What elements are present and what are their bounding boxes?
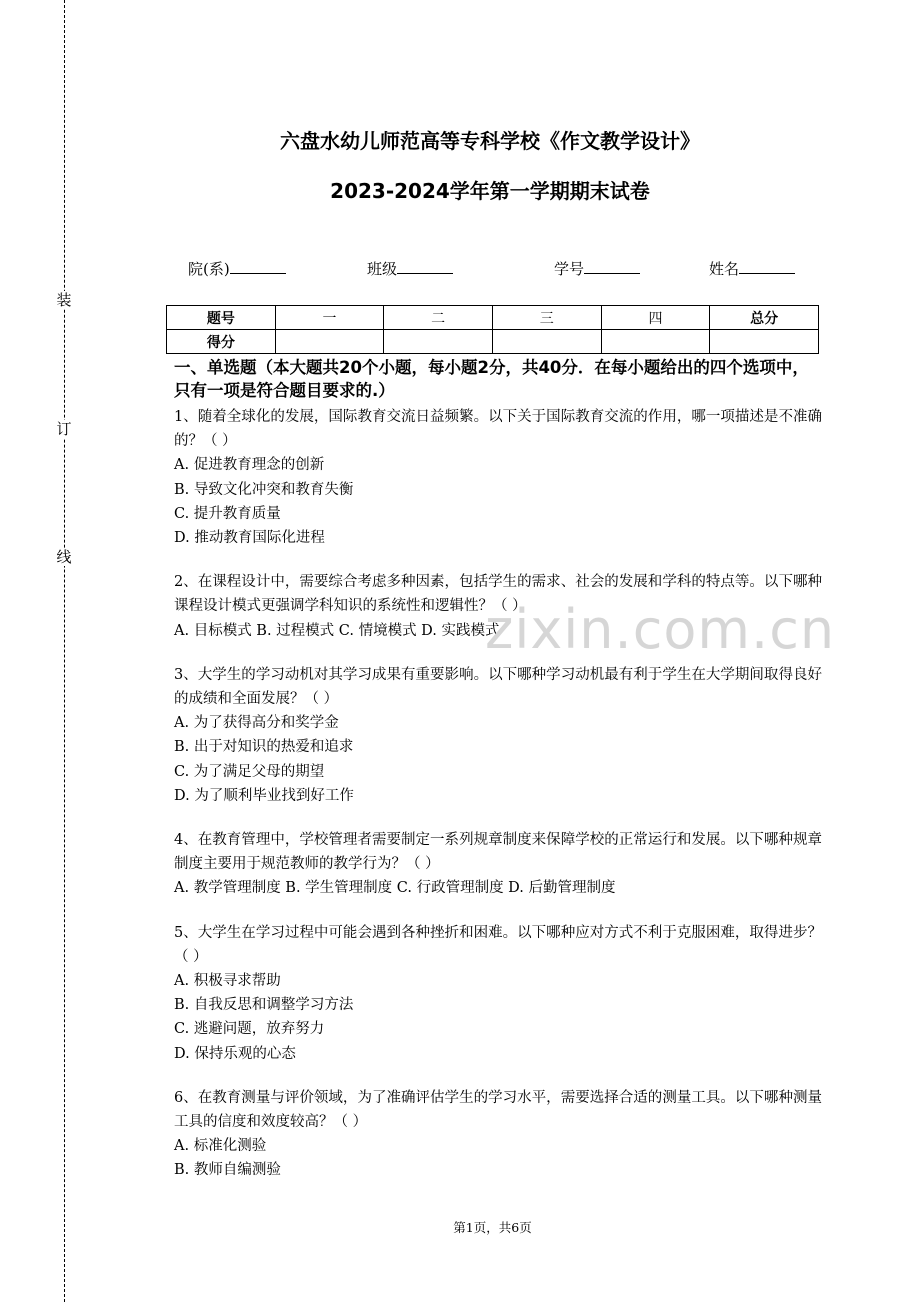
option: C. 为了满足父母的期望	[174, 763, 325, 780]
col-2: 二	[384, 306, 493, 330]
score-table	[166, 305, 819, 354]
score-cell	[601, 330, 710, 354]
section-heading: 一、单选题（本大题共20个小题，每小题2分，共40分．在每小题给出的四个选项中，只有一项是符合题目要求的.）	[174, 358, 809, 400]
option: A. 标准化测验	[174, 1138, 267, 1155]
option: A. 为了获得高分和奖学金	[174, 715, 339, 732]
option: B. 教师自编测验	[174, 1162, 281, 1179]
student-id-field: 学号	[554, 258, 640, 279]
col-1: 一	[275, 306, 384, 330]
option: A. 促进教育理念的创新	[174, 457, 325, 474]
score-cell	[710, 330, 819, 354]
option: A. 教学管理制度 B. 学生管理制度 C. 行政管理制度 D. 后勤管理制度	[174, 880, 616, 897]
question-3	[174, 663, 822, 808]
score-table-score-row	[167, 330, 819, 354]
question-text: 1、随着全球化的发展，国际教育交流日益频繁。以下关于国际教育交流的作用，哪一项描述是不准确的？（ ）	[174, 409, 822, 450]
option: B. 自我反思和调整学习方法	[174, 997, 354, 1014]
question-6	[174, 1086, 822, 1183]
question-text: 4、在教育管理中，学校管理者需要制定一系列规章制度来保障学校的正常运行和发展。以下哪种规章制度主要用于规范教师的教学行为？（ ）	[174, 832, 822, 873]
option: B. 导致文化冲突和教育失衡	[174, 481, 354, 498]
binding-char-zhuang: 装	[56, 291, 72, 309]
option: D. 保持乐观的心态	[174, 1045, 296, 1062]
exam-content	[174, 356, 822, 1203]
name-field: 姓名	[709, 258, 795, 279]
exam-title: 六盘水幼儿师范高等专科学校《作文教学设计》	[280, 129, 700, 153]
option: C. 逃避问题，放弃努力	[174, 1021, 325, 1038]
option: C. 提升教育质量	[174, 505, 281, 522]
option: D. 推动教育国际化进程	[174, 530, 325, 547]
score-label: 得分	[167, 330, 276, 354]
col-4: 四	[601, 306, 710, 330]
option: D. 为了顺利毕业找到好工作	[174, 787, 354, 804]
binding-char-ding: 订	[56, 420, 72, 438]
option: A. 目标模式 B. 过程模式 C. 情境模式 D. 实践模式	[174, 622, 500, 639]
col-total: 总分	[710, 306, 819, 330]
option: B. 出于对知识的热爱和追求	[174, 739, 354, 756]
student-info-row	[0, 258, 920, 280]
score-cell	[275, 330, 384, 354]
watermark: zixin.com.cn	[485, 598, 836, 661]
page-footer: 第1页，共6页	[453, 1220, 532, 1235]
department-field: 院(系)	[188, 258, 286, 279]
question-text: 2、在课程设计中，需要综合考虑多种因素，包括学生的需求、社会的发展和学科的特点等。以下哪种课程设计模式更强调学科知识的系统性和逻辑性？（ ）	[174, 574, 822, 615]
question-text: 3、大学生的学习动机对其学习成果有重要影响。以下哪种学习动机最有利于学生在大学期间取得良好的成绩和全面发展？（ ）	[174, 666, 822, 708]
col-3: 三	[492, 306, 601, 330]
question-text: 5、大学生在学习过程中可能会遇到各种挫折和困难。以下哪种应对方式不利于克服困难，取得进步？（ ）	[174, 924, 822, 965]
question-2	[174, 570, 822, 643]
question-5	[174, 921, 822, 1066]
score-cell	[492, 330, 601, 354]
question-number-label: 题号	[167, 306, 276, 330]
score-cell	[384, 330, 493, 354]
option: A. 积极寻求帮助	[174, 973, 281, 990]
binding-char-xian: 线	[56, 548, 72, 566]
question-1	[174, 405, 822, 550]
score-table-header-row	[167, 306, 819, 330]
class-field: 班级	[367, 258, 453, 279]
question-text: 6、在教育测量与评价领域，为了准确评估学生的学习水平，需要选择合适的测量工具。以下哪种测量工具的信度和效度较高？（ ）	[174, 1089, 822, 1131]
question-4	[174, 828, 822, 901]
exam-subtitle: 2023-2024学年第一学期期末试卷	[330, 179, 650, 203]
